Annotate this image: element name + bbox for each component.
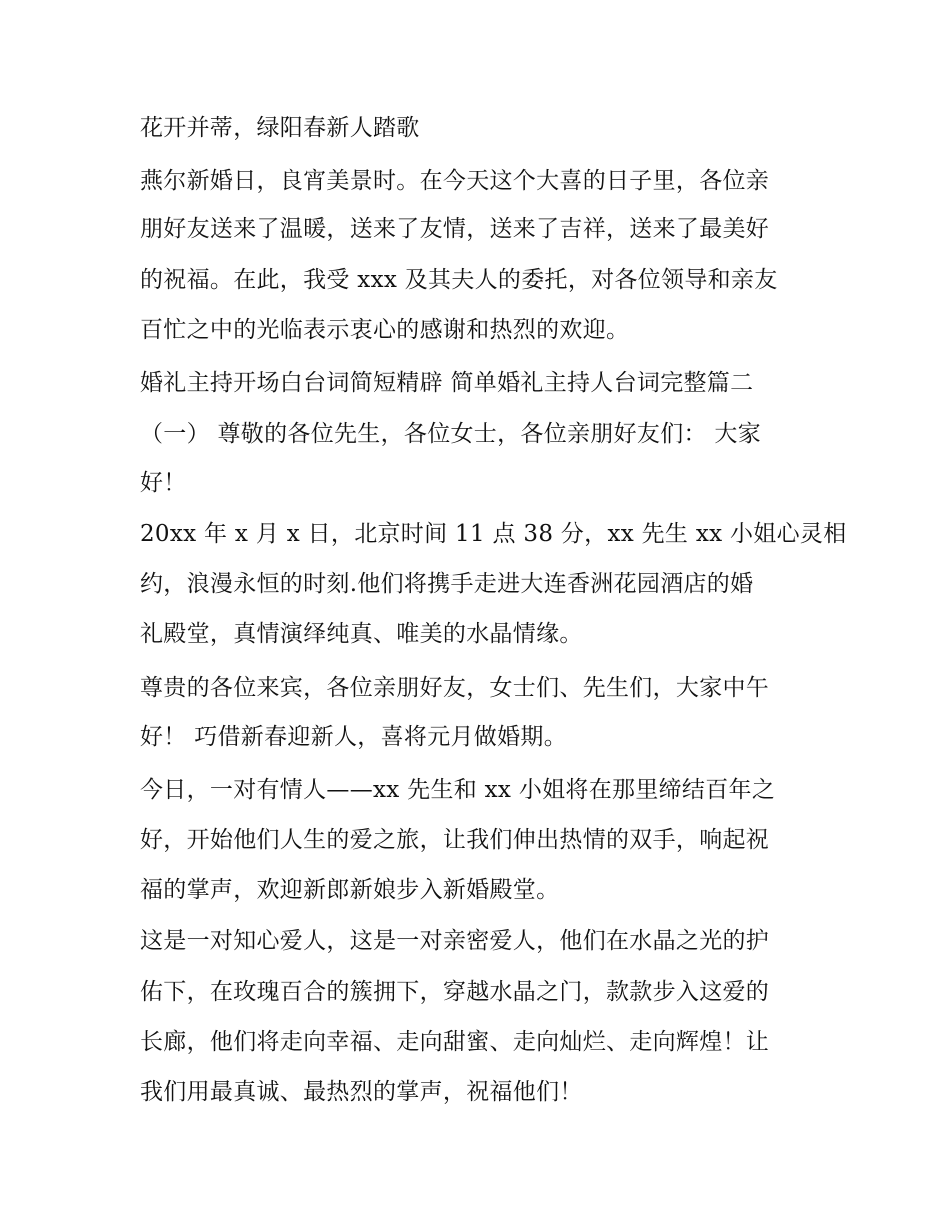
text-line: 20xx 年 x 月 x 日，北京时间 11 点 38 分，xx 先生 xx 小姐心灵相 [140,521,847,547]
text-line: （一） 尊敬的各位先生，各位女士，各位亲朋好友们： 大家 [140,421,762,447]
text-line: 尊贵的各位来宾，各位亲朋好友，女士们、先生们，大家中午 [140,675,770,701]
text-line: 婚礼主持开场白台词简短精辟 简单婚礼主持人台词完整篇二 [140,370,754,396]
text-line: 佑下，在玫瑰百合的簇拥下，穿越水晶之门，款款步入这爱的 [140,979,770,1005]
text-line: 好，开始他们人生的爱之旅，让我们伸出热情的双手，响起祝 [140,827,770,853]
text-line: 长廊，他们将走向幸福、走向甜蜜、走向灿烂、走向辉煌！让 [140,1029,770,1055]
text-line: 好！ 巧借新春迎新人，喜将元月做婚期。 [140,724,568,750]
text-line: 礼殿堂，真情演绎纯真、唯美的水晶情缘。 [140,621,583,647]
text-line: 的祝福。在此，我受 xxx 及其夫人的委托，对各位领导和亲友 [140,267,778,293]
text-line: 百忙之中的光临表示衷心的感谢和热烈的欢迎。 [140,317,630,343]
text-line: 朋好友送来了温暖，送来了友情，送来了吉祥，送来了最美好 [140,216,770,242]
text-line: 约，浪漫永恒的时刻.他们将携手走进大连香洲花园酒店的婚 [140,571,754,597]
text-line: 花开并蒂，绿阳春新人踏歌 [140,115,420,141]
text-line: 今日，一对有情人——xx 先生和 xx 小姐将在那里缔结百年之 [140,777,776,803]
text-line: 燕尔新婚日，良宵美景时。在今天这个大喜的日子里，各位亲 [140,168,770,194]
text-line: 福的掌声，欢迎新郎新娘步入新婚殿堂。 [140,877,560,903]
text-line: 这是一对知心爱人，这是一对亲密爱人，他们在水晶之光的护 [140,928,770,954]
text-line: 好！ [140,470,187,496]
text-line: 我们用最真诚、最热烈的掌声，祝福他们！ [140,1079,583,1105]
